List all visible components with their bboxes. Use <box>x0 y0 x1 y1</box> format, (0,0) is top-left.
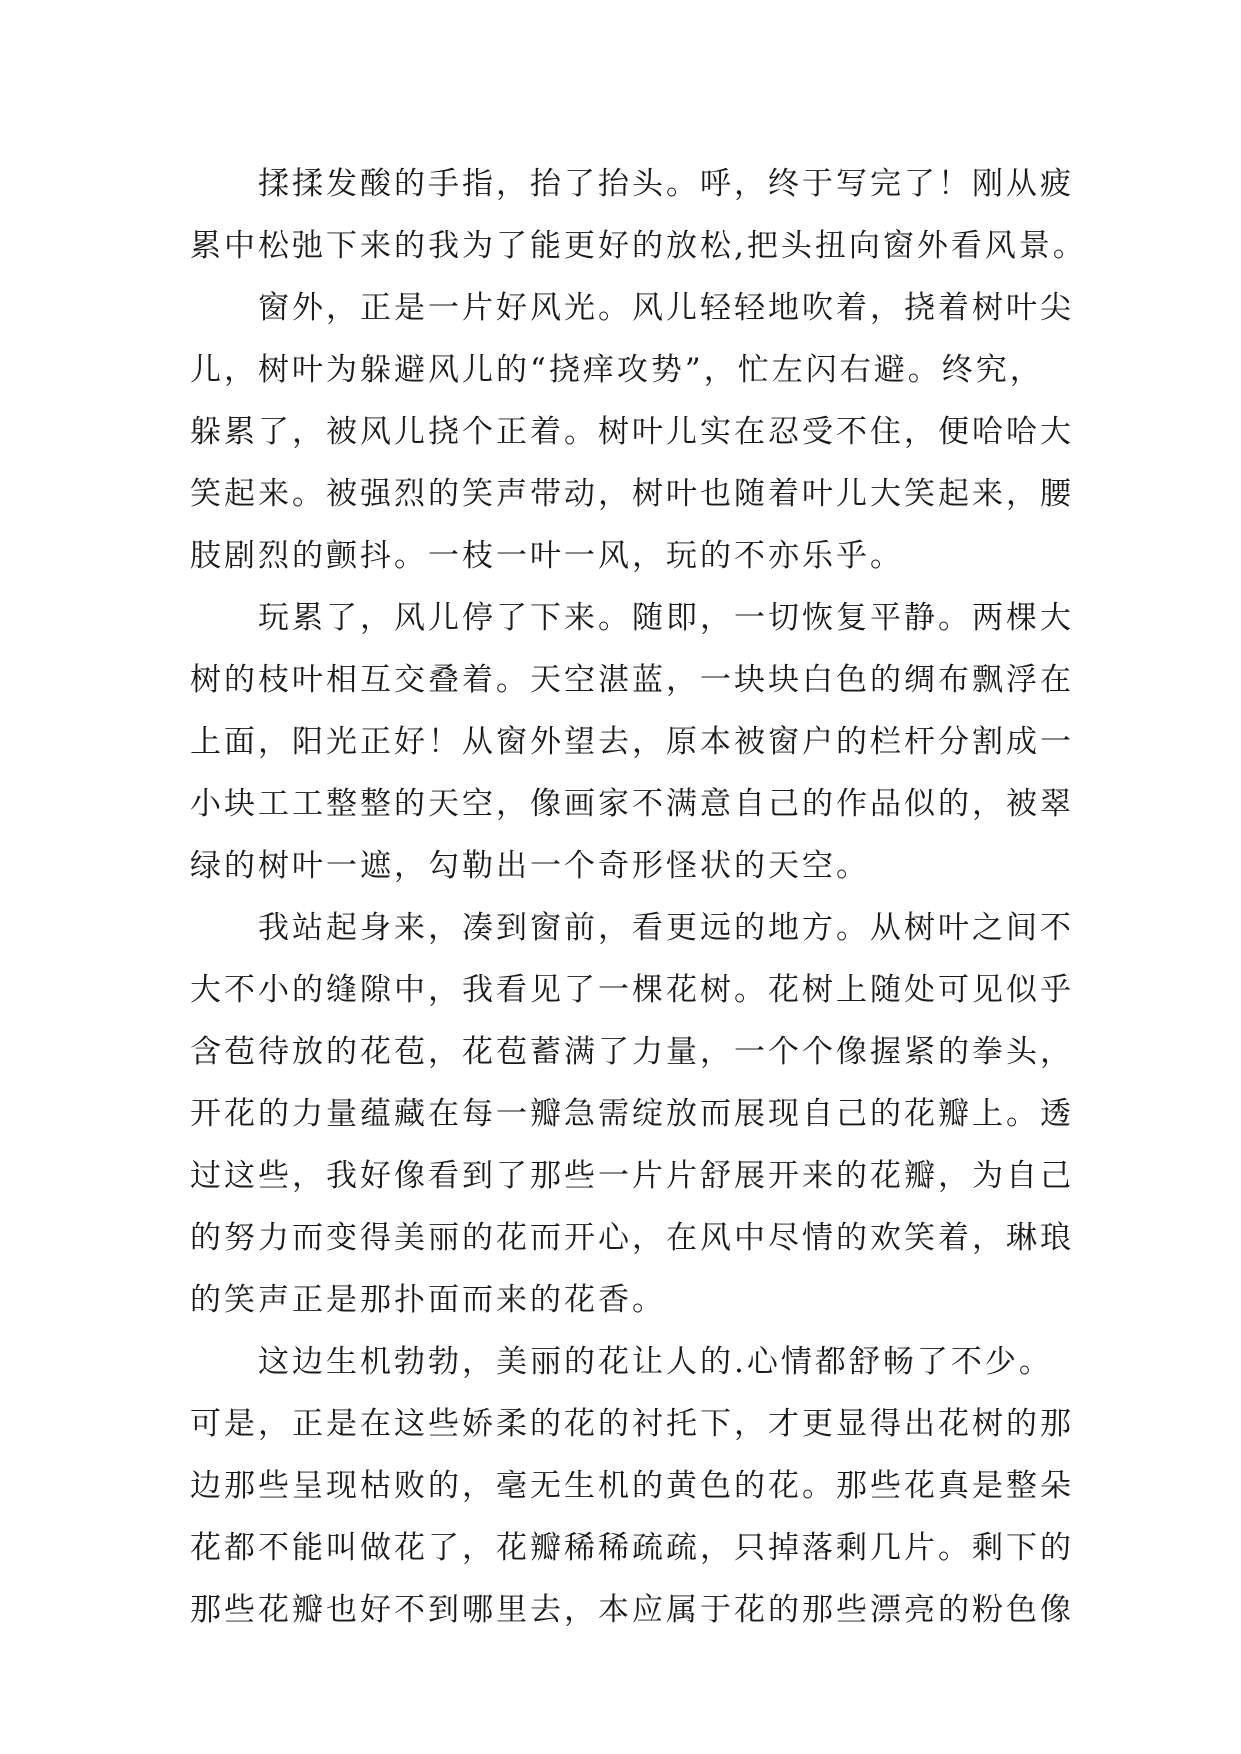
text-line: 花都不能叫做花了，花瓣稀稀疏疏，只掉落剩几片。剩下的 <box>190 1530 1074 1566</box>
text-line: 小块工工整整的天空，像画家不满意自己的作品似的，被翠 <box>190 786 1074 822</box>
text-line: 肢剧烈的颤抖。一枝一叶一风，玩的不亦乐乎。 <box>190 538 904 574</box>
text-line: 揉揉发酸的手指，抬了抬头。呼，终于写完了！刚从疲 <box>258 166 1074 202</box>
text-line: 玩累了，风儿停了下来。随即，一切恢复平静。两棵大 <box>258 600 1074 636</box>
text-line: 可是，正是在这些娇柔的花的衬托下，才更显得出花树的那 <box>190 1406 1074 1442</box>
text-line: 大不小的缝隙中，我看见了一棵花树。花树上随处可见似乎 <box>190 972 1074 1008</box>
text-line: 开花的力量蕴藏在每一瓣急需绽放而展现自己的花瓣上。透 <box>190 1096 1074 1132</box>
text-line: 笑起来。被强烈的笑声带动，树叶也随着叶儿大笑起来，腰 <box>190 476 1074 512</box>
text-line: 那些花瓣也好不到哪里去，本应属于花的那些漂亮的粉色像 <box>190 1592 1074 1628</box>
text-line: 我站起身来，凑到窗前，看更远的地方。从树叶之间不 <box>258 910 1074 946</box>
text-line: 绿的树叶一遮，勾勒出一个奇形怪状的天空。 <box>190 848 870 884</box>
text-line: 躲累了，被风儿挠个正着。树叶儿实在忍受不住，便哈哈大 <box>190 414 1074 450</box>
text-line: 树的枝叶相互交叠着。天空湛蓝，一块块白色的绸布飘浮在 <box>190 662 1074 698</box>
essay-body <box>190 153 1090 1641</box>
text-line: 窗外，正是一片好风光。风儿轻轻地吹着，挠着树叶尖 <box>258 290 1074 326</box>
text-line: 儿，树叶为躲避风儿的“挠痒攻势”，忙左闪右避。终究， <box>190 352 1044 388</box>
text-line: 边那些呈现枯败的，毫无生机的黄色的花。那些花真是整朵 <box>190 1468 1074 1504</box>
text-line: 的笑声正是那扑面而来的花香。 <box>190 1282 666 1318</box>
text-line: 的努力而变得美丽的花而开心，在风中尽情的欢笑着，琳琅 <box>190 1220 1074 1256</box>
text-line: 含苞待放的花苞，花苞蓄满了力量，一个个像握紧的拳头， <box>190 1034 1074 1070</box>
text-line: 过这些，我好像看到了那些一片片舒展开来的花瓣，为自己 <box>190 1158 1074 1194</box>
text-line: 这边生机勃勃，美丽的花让人的.心情都舒畅了不少。 <box>258 1344 1053 1380</box>
text-line: 累中松弛下来的我为了能更好的放松,把头扭向窗外看风景。 <box>190 228 1087 264</box>
text-line: 上面，阳光正好！从窗外望去，原本被窗户的栏杆分割成一 <box>190 724 1074 760</box>
